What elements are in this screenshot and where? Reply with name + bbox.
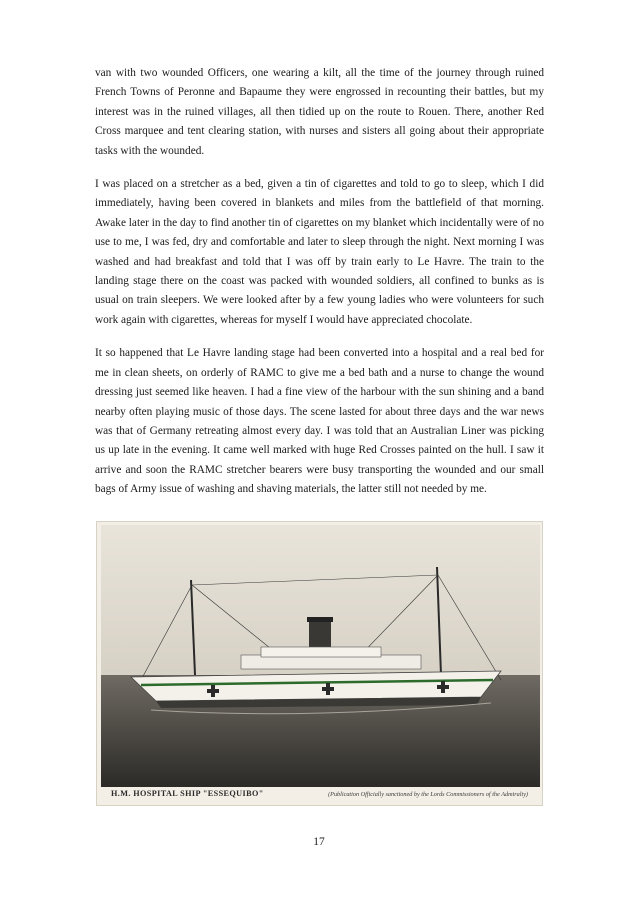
- photo-caption-row: [111, 789, 528, 798]
- photo-caption: H.M. HOSPITAL SHIP "ESSEQUIBO": [111, 789, 264, 798]
- body-text: [95, 64, 544, 514]
- page-number: 17: [313, 836, 325, 848]
- paragraph-1: van with two wounded Officers, one wearing a kilt, all the time of the journey through ruined French Towns of Peronne and Bapaume they were engrossed in recounting their battles, but my interest was in the ruined villages, all then tidied up on the route to Rouen. There, another Red Cross marquee and tent clearing station, with nurses and sisters all going about their appropriate tasks with the wounded.: [95, 67, 544, 157]
- hospital-ship-photo: [96, 521, 543, 806]
- paragraph-3: It so happened that Le Havre landing stage had been converted into a hospital and a real bed for me in clean sheets, on orderly of RAMC to give me a bed bath and a nurse to change the wound dressing just seemed like heaven. I had a fine view of the harbour with the sun shining and a band nearby often playing music of those days. The scene lasted for about three days and the war news was that of Germany retreating almost every day. I was told that an Australian Liner was picking us up late in the evening. It came well marked with huge Red Crosses painted on the hull. I saw it arrive and soon the RAMC stretcher bearers were busy transporting the wounded and our small bags of Army issue of washing and shaving materials, the latter still not needed by me.: [95, 347, 544, 496]
- ship-illustration: [101, 525, 540, 787]
- paragraph-2: I was placed on a stretcher as a bed, given a tin of cigarettes and told to go to sleep, which I did immediately, having been covered in blankets and miles from the battlefield of that morning. Awake later in the day to find another tin of cigarettes on my blanket which incidentally were of no use to me, I was fed, dry and comfortable and later to sleep through the night. Next morning I was washed and had breakfast and told that I was off by train early to Le Havre. The train to the landing stage there on the coast was packed with wounded soldiers, all confined to bunks as is usual on train sleepers. We were looked after by a few young ladies who were volunteers for such work again with cigarettes, whereas for myself I would have appreciated chocolate.: [95, 178, 544, 326]
- photo-caption-note: (Publication Officially sanctioned by the Lords Commissioners of the Admiralty): [328, 791, 528, 798]
